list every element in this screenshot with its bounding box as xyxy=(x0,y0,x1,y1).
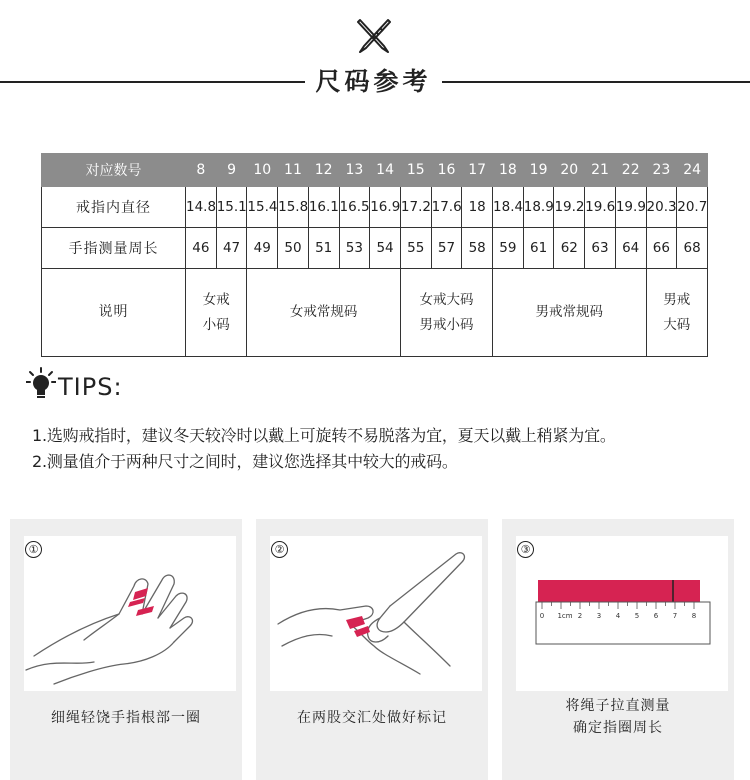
note-line: 女戒大码 xyxy=(419,291,474,308)
tip-item: 2.测量值介于两种尺寸之间时，建议您选择其中较大的戒码。 xyxy=(32,452,458,471)
circumference-cell: 68 xyxy=(677,228,708,269)
ruler-tick-label: 1cm xyxy=(557,612,573,620)
circumference-cell: 58 xyxy=(462,228,493,269)
step-number: ② xyxy=(271,541,288,558)
step-caption: 在两股交汇处做好标记 xyxy=(297,710,447,726)
illustration-card xyxy=(24,536,236,691)
ruler-tick-label: 5 xyxy=(634,612,640,620)
size-number-cell: 20 xyxy=(554,154,585,187)
header-label-cell: 对应数号 xyxy=(42,154,186,187)
diameter-cell: 17.6 xyxy=(431,187,462,228)
note-line: 男戒小码 xyxy=(419,316,474,333)
hand-with-string-illustration xyxy=(24,536,236,691)
step-number: ① xyxy=(25,541,42,558)
step-panel-3 xyxy=(502,519,734,780)
ruler-measurement-illustration xyxy=(516,536,728,691)
note-cell-women-regular xyxy=(247,269,401,357)
circumference-cell: 62 xyxy=(554,228,585,269)
step-caption-line: 确定指圈周长 xyxy=(573,720,663,736)
tip-item: 1.选购戒指时，建议冬天较冷时以戴上可旋转不易脱落为宜，夏天以戴上稍紧为宜。 xyxy=(32,426,616,445)
diameter-cell: 16.1 xyxy=(308,187,339,228)
note-line: 女戒 xyxy=(202,291,230,308)
hands-marking-pen-illustration xyxy=(270,536,482,691)
size-number-cell: 15 xyxy=(400,154,431,187)
ruler-tick-label: 4 xyxy=(615,612,621,620)
diameter-cell: 19.9 xyxy=(615,187,646,228)
circumference-cell: 49 xyxy=(247,228,278,269)
circumference-cell: 47 xyxy=(216,228,247,269)
diameter-cell: 18.4 xyxy=(493,187,524,228)
note-cell-men-large xyxy=(646,269,707,357)
note-line: 男戒常规码 xyxy=(535,304,604,320)
ruler-tick-label: 2 xyxy=(577,612,583,620)
size-number-cell: 9 xyxy=(216,154,247,187)
note-cell-women-large-men-small xyxy=(400,269,492,357)
circumference-cell: 64 xyxy=(615,228,646,269)
note-line: 女戒常规码 xyxy=(289,304,358,320)
ruler-tick-label: 3 xyxy=(596,612,602,620)
header-divider-right xyxy=(442,81,750,83)
size-number-cell: 11 xyxy=(278,154,309,187)
note-line: 男戒 xyxy=(663,291,691,308)
size-number-cell: 24 xyxy=(677,154,708,187)
ruler-tick-label: 7 xyxy=(672,612,678,620)
step-number: ③ xyxy=(517,541,534,558)
note-cell-women-small xyxy=(186,269,247,357)
size-number-cell: 18 xyxy=(493,154,524,187)
diameter-cell: 20.7 xyxy=(677,187,708,228)
size-number-cell: 22 xyxy=(615,154,646,187)
size-number-cell: 8 xyxy=(186,154,217,187)
step-panel-2 xyxy=(256,519,488,780)
diameter-cell: 15.1 xyxy=(216,187,247,228)
circumference-cell: 53 xyxy=(339,228,370,269)
circumference-cell: 54 xyxy=(370,228,401,269)
ruler-tick-label: 0 xyxy=(539,612,545,620)
header-divider-left xyxy=(0,81,305,83)
page-title: 尺码参考 xyxy=(315,67,432,96)
lightbulb-icon xyxy=(26,367,56,401)
diameter-cell: 16.9 xyxy=(370,187,401,228)
table-row-notes xyxy=(42,269,708,357)
circumference-cell: 55 xyxy=(400,228,431,269)
size-number-cell: 14 xyxy=(370,154,401,187)
size-number-cell: 13 xyxy=(339,154,370,187)
ruler-tick-label: 6 xyxy=(653,612,659,620)
circumference-cell: 61 xyxy=(523,228,554,269)
diameter-cell: 14.8 xyxy=(186,187,217,228)
size-number-cell: 21 xyxy=(585,154,616,187)
circumference-cell: 66 xyxy=(646,228,677,269)
size-number-cell: 12 xyxy=(308,154,339,187)
illustration-card xyxy=(516,536,728,691)
note-line: 大码 xyxy=(663,316,691,333)
illustration-card xyxy=(270,536,482,691)
size-chart-table xyxy=(41,153,708,357)
diameter-cell: 18.9 xyxy=(523,187,554,228)
diameter-cell: 16.5 xyxy=(339,187,370,228)
row-label: 戒指内直径 xyxy=(42,187,186,228)
diameter-cell: 19.6 xyxy=(585,187,616,228)
circumference-cell: 50 xyxy=(278,228,309,269)
tips-title: TIPS: xyxy=(58,373,123,401)
diameter-cell: 20.3 xyxy=(646,187,677,228)
size-number-cell: 17 xyxy=(462,154,493,187)
size-number-cell: 10 xyxy=(247,154,278,187)
size-number-cell: 19 xyxy=(523,154,554,187)
diameter-cell: 17.2 xyxy=(400,187,431,228)
diameter-cell: 18 xyxy=(462,187,493,228)
row-label: 手指测量周长 xyxy=(42,228,186,269)
step-caption xyxy=(502,695,734,739)
circumference-cell: 46 xyxy=(186,228,217,269)
size-number-cell: 16 xyxy=(431,154,462,187)
note-line: 小码 xyxy=(202,316,230,333)
diameter-cell: 19.2 xyxy=(554,187,585,228)
size-number-cell: 23 xyxy=(646,154,677,187)
step-panel-1 xyxy=(10,519,242,780)
ruler-tick-label: 8 xyxy=(691,612,697,620)
circumference-cell: 57 xyxy=(431,228,462,269)
row-label: 说明 xyxy=(42,269,186,357)
circumference-cell: 63 xyxy=(585,228,616,269)
note-cell-men-regular xyxy=(493,269,647,357)
diameter-cell: 15.8 xyxy=(278,187,309,228)
step-caption-line: 将绳子拉直测量 xyxy=(565,698,671,714)
step-caption: 细绳轻饶手指根部一圈 xyxy=(51,710,201,726)
table-row-diameter xyxy=(42,187,708,228)
circumference-cell: 51 xyxy=(308,228,339,269)
table-header-row xyxy=(42,154,708,187)
pencil-ruler-icon xyxy=(354,16,396,56)
diameter-cell: 15.4 xyxy=(247,187,278,228)
table-row-circumference xyxy=(42,228,708,269)
circumference-cell: 59 xyxy=(493,228,524,269)
